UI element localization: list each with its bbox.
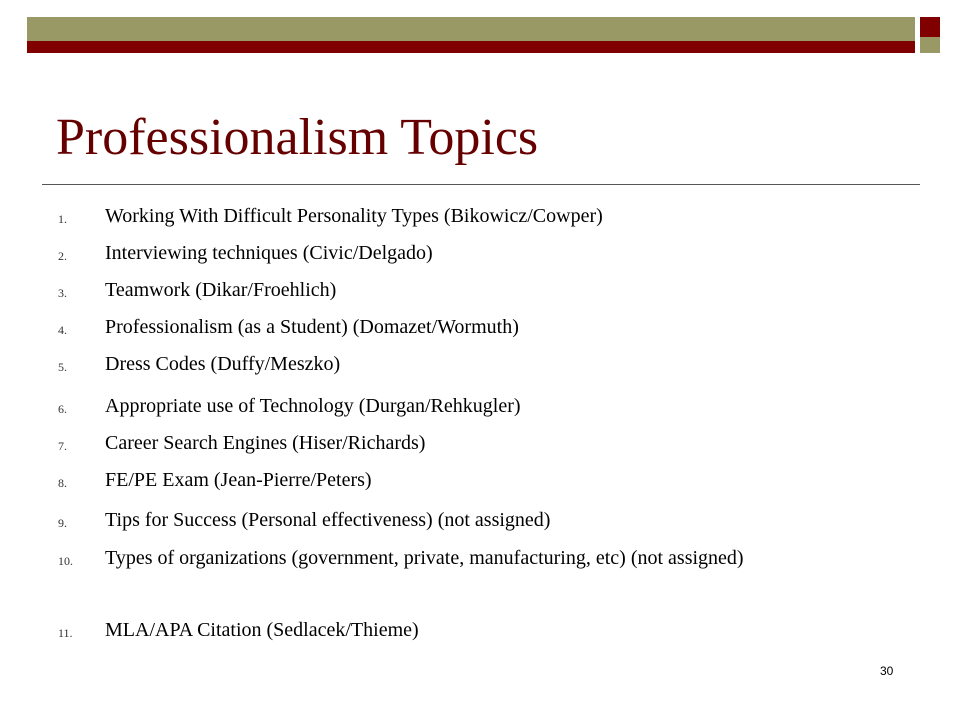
- item-text: MLA/APA Citation (Sedlacek/Thieme): [105, 619, 419, 641]
- list-item: [58, 351, 878, 378]
- list-item: [58, 617, 878, 644]
- item-number: 9.: [58, 516, 67, 530]
- slide-title: Professionalism Topics: [56, 109, 539, 166]
- item-number: 10.: [58, 554, 73, 568]
- item-text: Interviewing techniques (Civic/Delgado): [105, 242, 433, 264]
- corner-square-maroon: [920, 17, 940, 37]
- item-text: Appropriate use of Technology (Durgan/Rehkugler): [105, 395, 521, 417]
- item-text: Dress Codes (Duffy/Meszko): [105, 353, 341, 375]
- item-text: Career Search Engines (Hiser/Richards): [105, 432, 426, 454]
- item-number: 8.: [58, 476, 67, 490]
- item-text: Tips for Success (Personal effectiveness) (not assigned): [105, 509, 551, 531]
- item-text: Working With Difficult Personality Types (Bikowicz/Cowper): [105, 205, 603, 227]
- corner-square-olive: [920, 37, 940, 53]
- list-item: [58, 277, 878, 304]
- list-item: [58, 545, 878, 572]
- item-number: 5.: [58, 360, 67, 374]
- item-number: 11.: [58, 626, 73, 640]
- list-item: [58, 507, 878, 534]
- list-item: [58, 314, 878, 341]
- item-text: Professionalism (as a Student) (Domazet/Wormuth): [105, 316, 519, 338]
- item-number: 7.: [58, 439, 67, 453]
- item-number: 1.: [58, 212, 67, 226]
- item-number: 3.: [58, 286, 67, 300]
- list-item: [58, 203, 878, 230]
- page-number: 30: [880, 664, 894, 678]
- item-text: Types of organizations (government, private, manufacturing, etc) (not assigned): [105, 547, 744, 569]
- item-text: Teamwork (Dikar/Froehlich): [105, 279, 337, 301]
- item-number: 6.: [58, 402, 67, 416]
- item-number: 2.: [58, 249, 67, 263]
- list-item: [58, 430, 878, 457]
- top-decoration-bar: [0, 0, 960, 70]
- list-item: [58, 393, 878, 420]
- list-item: [58, 467, 878, 494]
- item-number: 4.: [58, 323, 67, 337]
- maroon-band: [27, 41, 915, 53]
- item-text: FE/PE Exam (Jean-Pierre/Peters): [105, 469, 372, 491]
- title-divider: [42, 184, 920, 185]
- olive-band: [27, 17, 915, 41]
- list-item: [58, 240, 878, 267]
